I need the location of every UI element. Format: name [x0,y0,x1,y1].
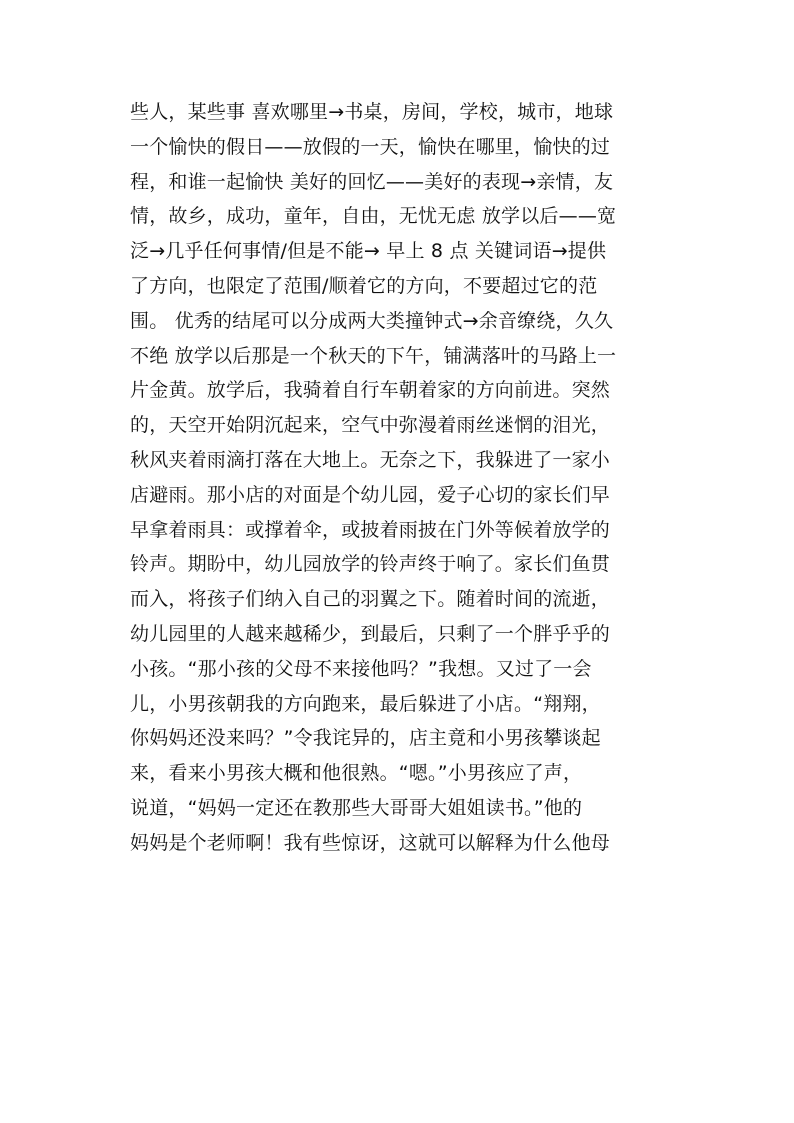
text-line-3: 程，和谁一起愉快 美好的回忆——美好的表现→亲情，友 [130,170,614,193]
text-line-16: 幼儿园里的人越来越稀少，到最后，只剩了一个胖乎乎的 [130,622,611,645]
text-line-10: 的，天空开始阴沉起来，空气中弥漫着雨丝迷惘的泪光， [130,414,611,437]
text-line-2: 一个愉快的假日——放假的一天，愉快在哪里，愉快的过 [130,135,611,158]
text-line-5: 泛→几乎任何事情/但是不能→ 早上 8 点 关键词语→提供 [130,240,607,263]
text-line-1: 些人，某些事 喜欢哪里→书桌，房间，学校，城市，地球 [130,101,614,123]
text-line-19: 你妈妈还没来吗？”令我诧异的，店主竟和小男孩攀谈起 [130,727,601,750]
text-line-21: 说道，“妈妈一定还在教那些大哥哥大姐姐读书。”他的 [130,796,583,819]
text-line-14: 铃声。期盼中，幼儿园放学的铃声终于响了。家长们鱼贯 [130,553,611,576]
essay-text-block [130,95,670,861]
text-line-18: 儿，小男孩朝我的方向跑来，最后躲进了小店。“翔翔， [130,692,601,715]
text-line-13: 早拿着雨具：或撑着伞，或披着雨披在门外等候着放学的 [130,518,611,541]
text-line-15: 而入，将孩子们纳入自己的羽翼之下。随着时间的流逝， [130,588,611,611]
text-line-20: 来，看来小男孩大概和他很熟。“嗯。”小男孩应了声， [130,762,583,785]
text-line-12: 店避雨。那小店的对面是个幼儿园，爱子心切的家长们早 [130,483,611,506]
text-line-9: 片金黄。放学后，我骑着自行车朝着家的方向前进。突然 [130,379,611,402]
text-line-17: 小孩。“那小孩的父母不来接他吗？”我想。又过了一会 [130,657,592,680]
text-line-7: 围。 优秀的结尾可以分成两大类撞钟式→余音缭绕，久久 [130,309,614,332]
text-line-6: 了方向，也限定了范围/顺着它的方向，不要超过它的范 [130,274,598,297]
text-line-11: 秋风夹着雨滴打落在大地上。无奈之下，我躲进了一家小 [130,448,611,471]
text-line-4: 情，故乡，成功，童年，自由，无忧无虑 放学以后——宽 [130,205,617,228]
text-line-8: 不绝 放学以后那是一个秋天的下午，铺满落叶的马路上一 [130,344,617,367]
text-line-22: 妈妈是个老师啊！我有些惊讶，这就可以解释为什么他母 [130,831,611,854]
